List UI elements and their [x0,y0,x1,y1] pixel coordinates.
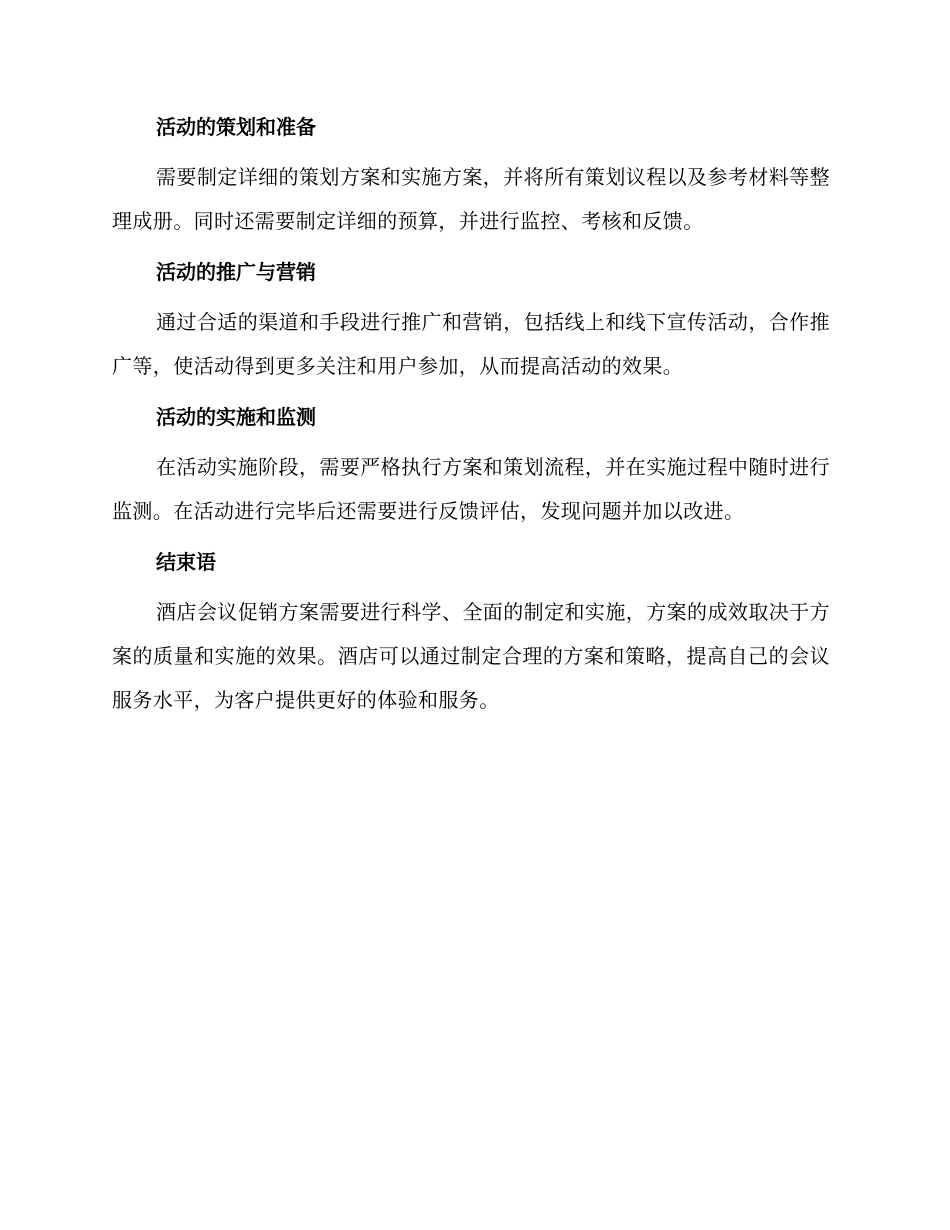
section-paragraph: 在活动实施阶段，需要严格执行方案和策划流程，并在实施过程中随时进行监测。在活动进行完毕后还需要进行反馈评估，发现问题并加以改进。 [112,455,830,523]
document-page [112,112,830,736]
section-implementation [112,402,830,533]
section-paragraph: 通过合适的渠道和手段进行推广和营销，包括线上和线下宣传活动，合作推广等，使活动得到更多关注和用户参加，从而提高活动的效果。 [112,310,830,378]
section-heading: 活动的实施和监测 [156,405,316,429]
section-conclusion [112,547,830,722]
section-heading: 结束语 [156,550,216,574]
section-promotion [112,257,830,388]
section-heading: 活动的推广与营销 [156,260,316,284]
section-planning [112,112,830,243]
section-paragraph: 酒店会议促销方案需要进行科学、全面的制定和实施，方案的成效取决于方案的质量和实施的效果。酒店可以通过制定合理的方案和策略，提高自己的会议服务水平，为客户提供更好的体验和服务。 [112,600,830,712]
section-paragraph: 需要制定详细的策划方案和实施方案，并将所有策划议程以及参考材料等整理成册。同时还需要制定详细的预算，并进行监控、考核和反馈。 [112,165,830,233]
section-heading: 活动的策划和准备 [156,115,316,139]
